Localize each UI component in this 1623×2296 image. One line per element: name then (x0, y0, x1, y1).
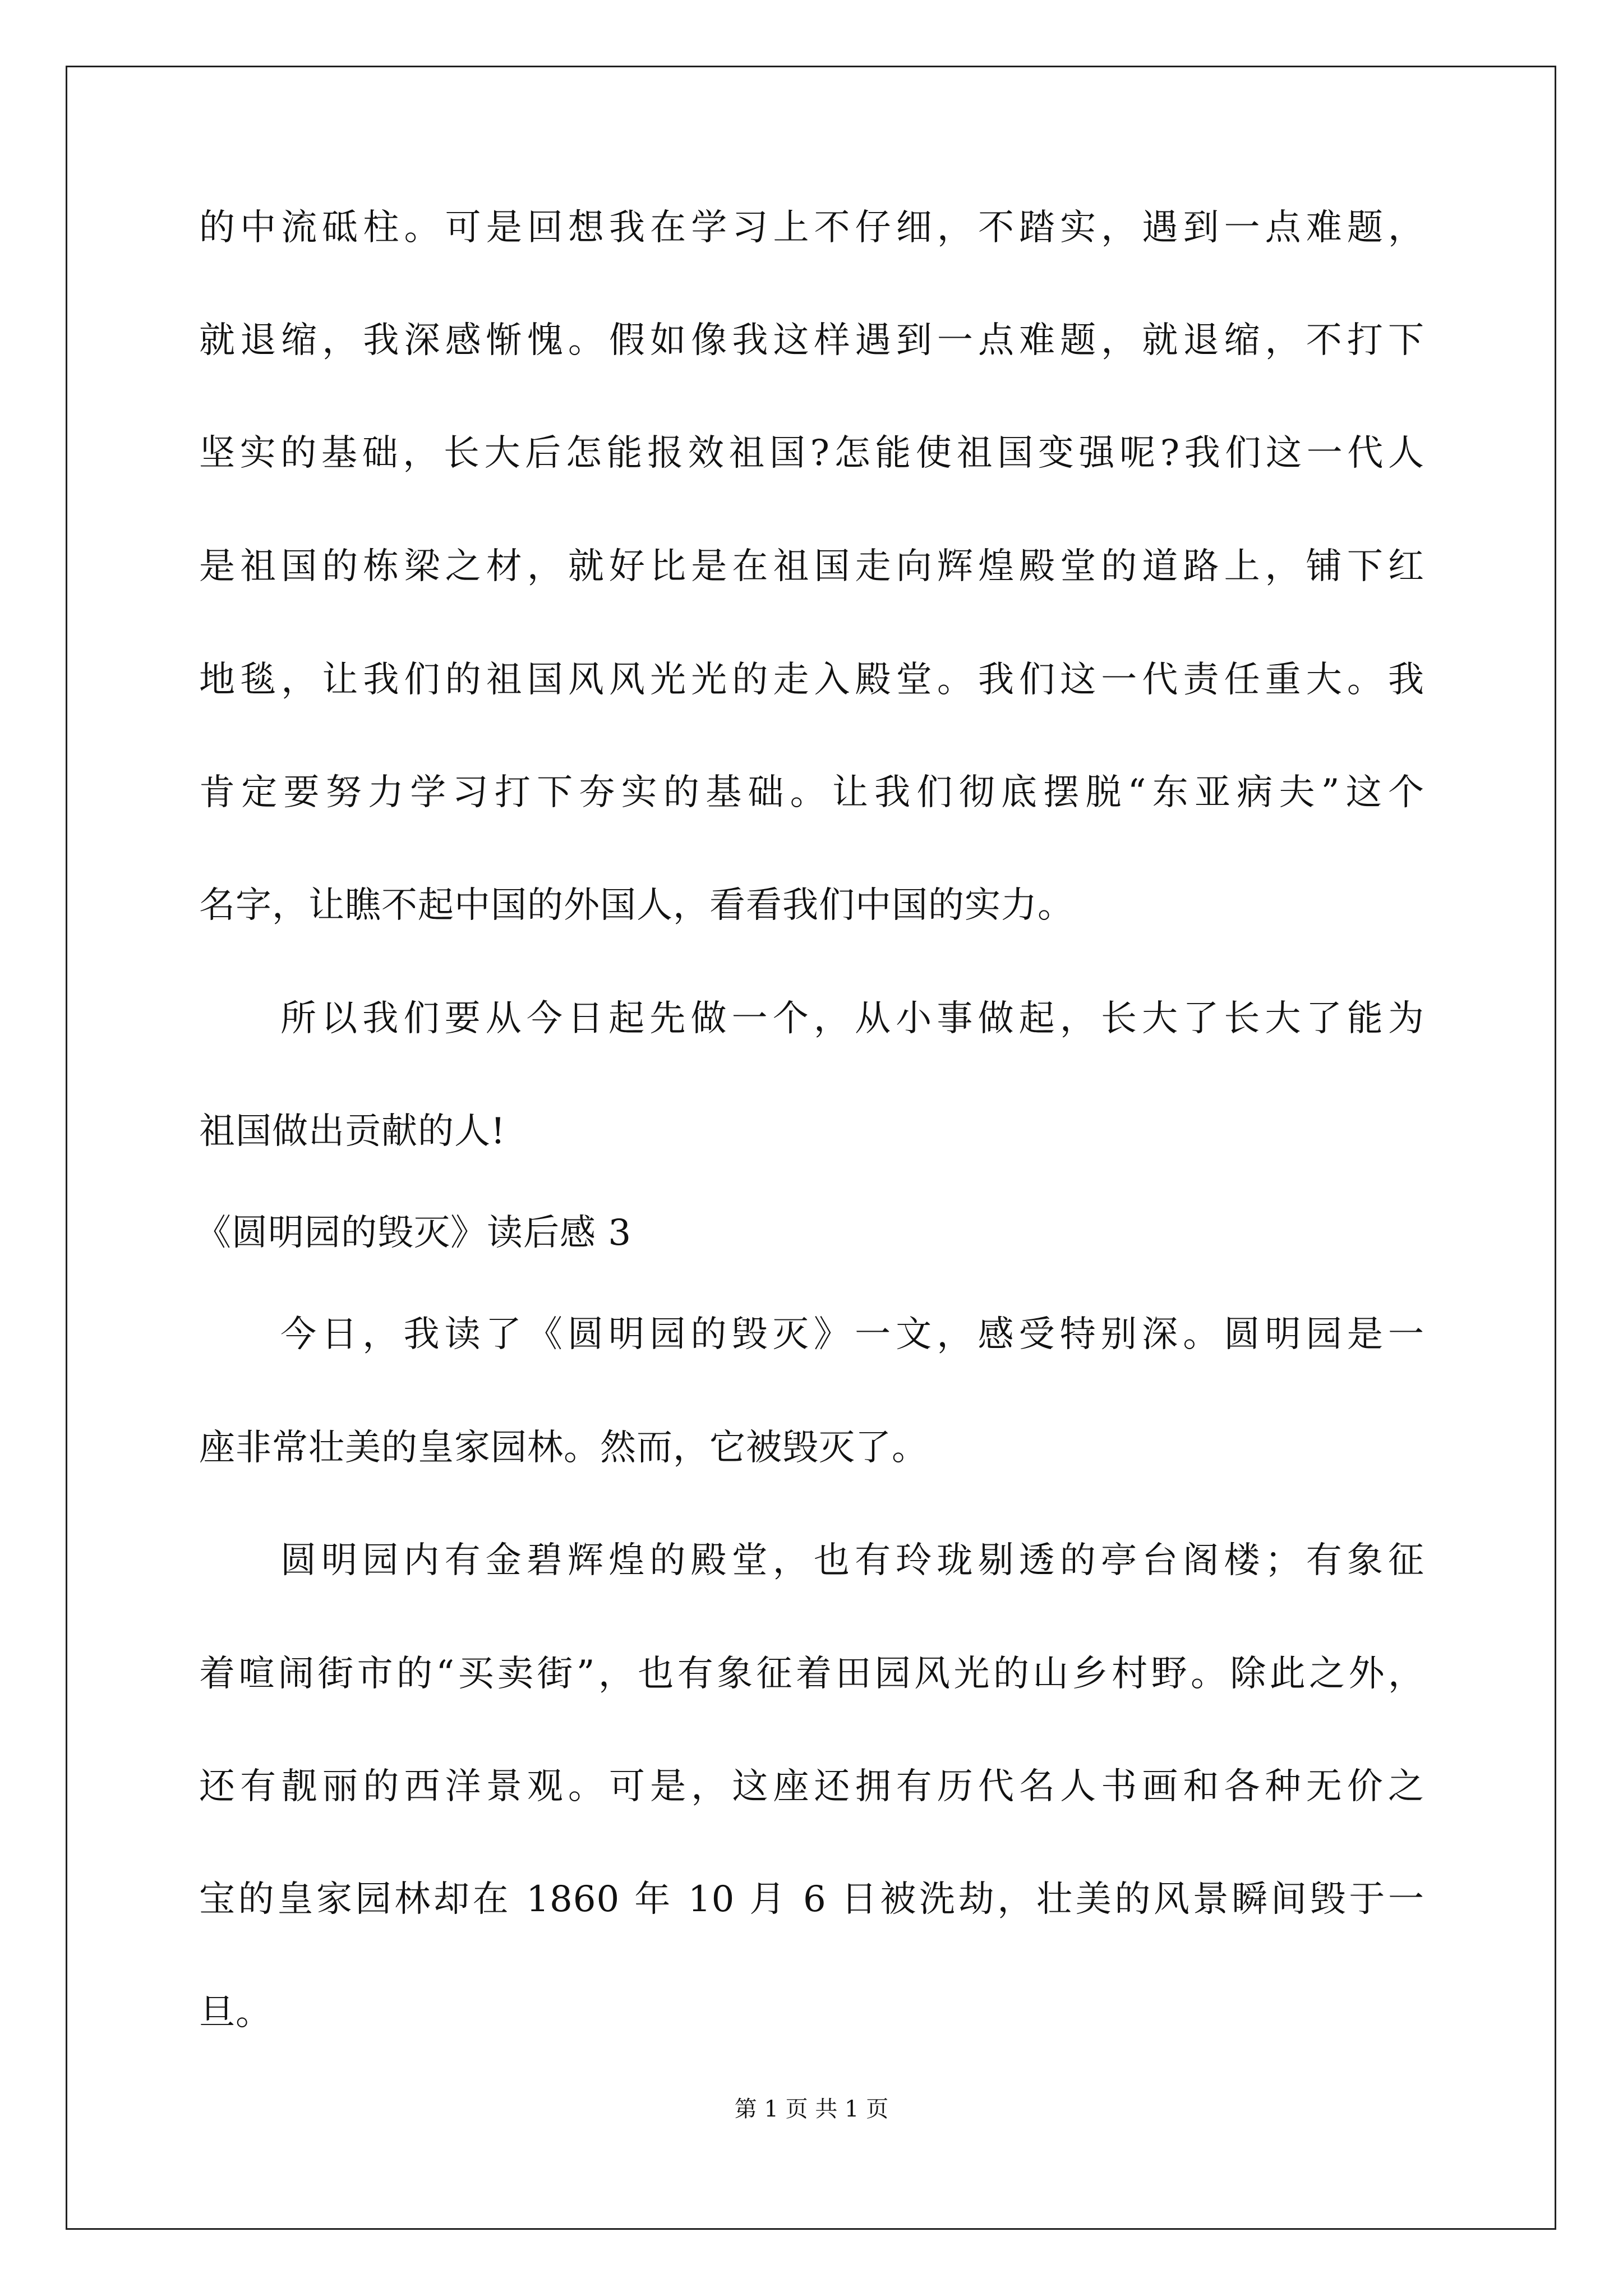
paragraph-line: 地毯，让我们的祖国风风光光的走入殿堂。我们这一代责任重大。我 (199, 659, 1424, 701)
paragraph-line: 宝的皇家园林却在 1860 年 10 月 6 日被洗劫，壮美的风景瞬间毁于一 (199, 1879, 1424, 1920)
paragraph-line: 圆明园内有金碧辉煌的殿堂，也有玲珑剔透的亭台阁楼；有象征 (280, 1540, 1424, 1581)
paragraph-line: 是祖国的栋梁之材，就好比是在祖国走向辉煌殿堂的道路上，铺下红 (199, 546, 1424, 587)
page-footer: 第 1 页 共 1 页 (734, 2096, 889, 2122)
paragraph-line: 座非常壮美的皇家园林。然而，它被毁灭了。 (199, 1427, 928, 1469)
paragraph-line: 坚实的基础，长大后怎能报效祖国?怎能使祖国变强呢?我们这一代人 (199, 432, 1424, 474)
section-heading: 《圆明园的毁灭》读后感 3 (195, 1212, 632, 1254)
paragraph-line: 肯定要努力学习打下夯实的基础。让我们彻底摆脱“东亚病夫”这个 (199, 772, 1424, 813)
paragraph-line: 祖国做出贡献的人! (199, 1111, 506, 1152)
paragraph-line: 着喧闹街市的“买卖街”，也有象征着田园风光的山乡村野。除此之外， (199, 1653, 1424, 1695)
paragraph-line: 今日，我读了《圆明园的毁灭》一文，感受特别深。圆明园是一 (280, 1314, 1424, 1355)
paragraph-line: 就退缩，我深感惭愧。假如像我这样遇到一点难题，就退缩，不打下 (199, 320, 1424, 361)
paragraph-line: 的中流砥柱。可是回想我在学习上不仔细，不踏实，遇到一点难题， (199, 207, 1424, 249)
paragraph-line: 旦。 (199, 1992, 272, 2033)
paragraph-line: 名字，让瞧不起中国的外国人，看看我们中国的实力。 (199, 885, 1074, 926)
paragraph-line: 还有靓丽的西洋景观。可是，这座还拥有历代名人书画和各种无价之 (199, 1766, 1424, 1807)
paragraph-line: 所以我们要从今日起先做一个，从小事做起，长大了长大了能为 (280, 998, 1424, 1039)
